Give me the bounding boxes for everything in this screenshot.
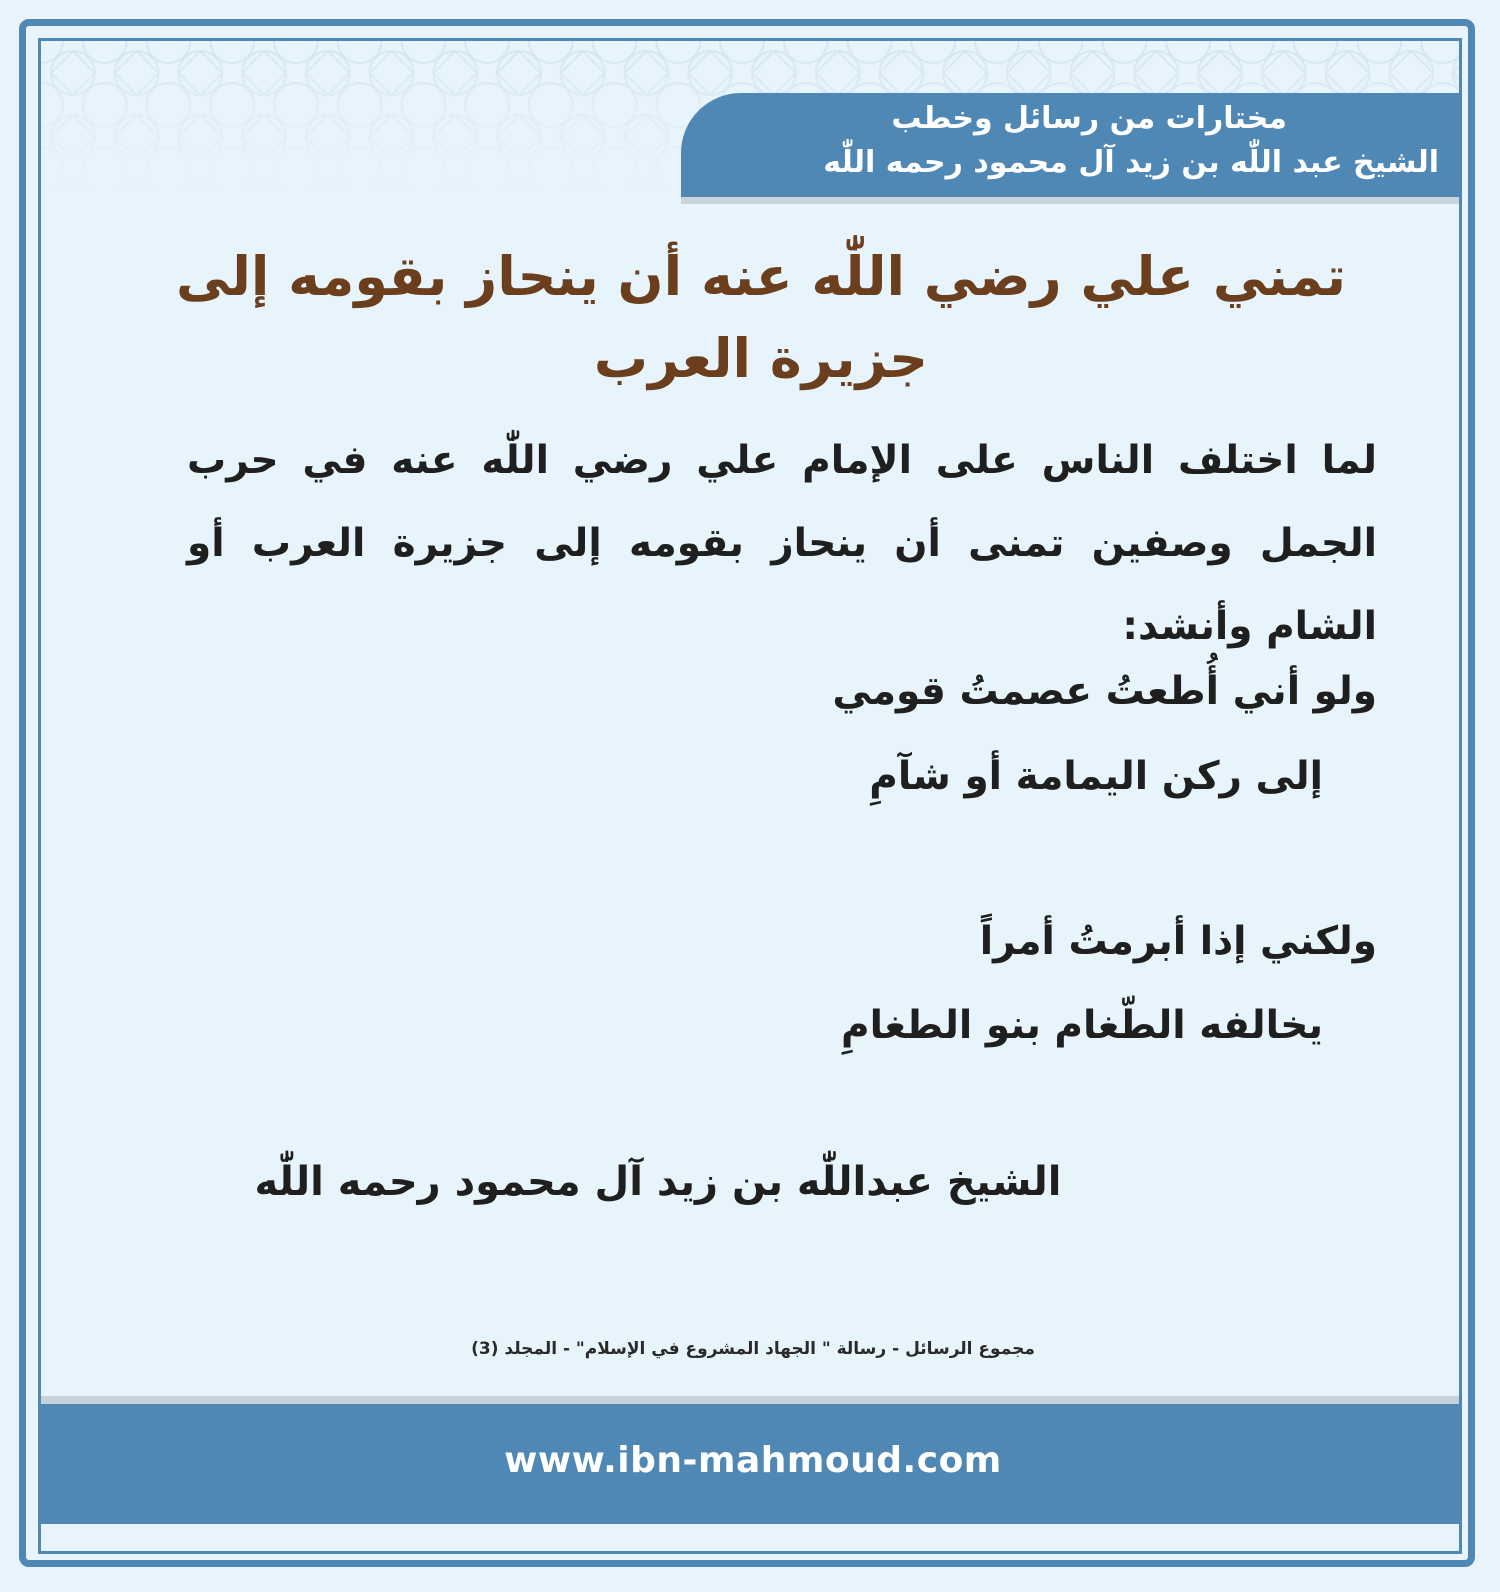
footer-bar [41, 1404, 1462, 1524]
poem-verse-3: ولكني إذا أبرمتُ أمراً [979, 919, 1377, 964]
article-title: تمني علي رضي اللّٰه عنه أن ينحاز بقومه إلى جزيرة العرب [175, 245, 1347, 390]
poem-verse-2: إلى ركن اليمامة أو شآمِ [869, 754, 1323, 799]
poem-verse-1: ولو أني أُطعتُ عصمتُ قومي [832, 669, 1377, 714]
website-link[interactable]: www.ibn-mahmoud.com [504, 1440, 1002, 1481]
header-series-title: مختارات من رسائل وخطب [891, 101, 1287, 136]
header-banner [681, 93, 1459, 197]
author-signature: الشيخ عبداللّٰه بن زيد آل محمود رحمه اللّٰه [254, 1159, 1062, 1205]
header-author-name: الشيخ عبد اللّٰه بن زيد آل محمود رحمه اللّٰه [823, 145, 1439, 180]
body-paragraph: لما اختلف الناس على الإمام علي رضي اللّٰه عنه في حرب الجمل وصفين تمنى أن ينحاز بقومه إلى جزيرة العرب أو الشام وأنشد: [187, 438, 1377, 649]
footer-divider [41, 1396, 1462, 1404]
source-citation: مجموع الرسائل - رسالة " الجهاد المشروع في الإسلام" - المجلد (3) [471, 1339, 1035, 1359]
poem-verse-4: يخالفه الطّغام بنو الطغامِ [841, 1003, 1323, 1048]
content-card [38, 38, 1462, 1554]
